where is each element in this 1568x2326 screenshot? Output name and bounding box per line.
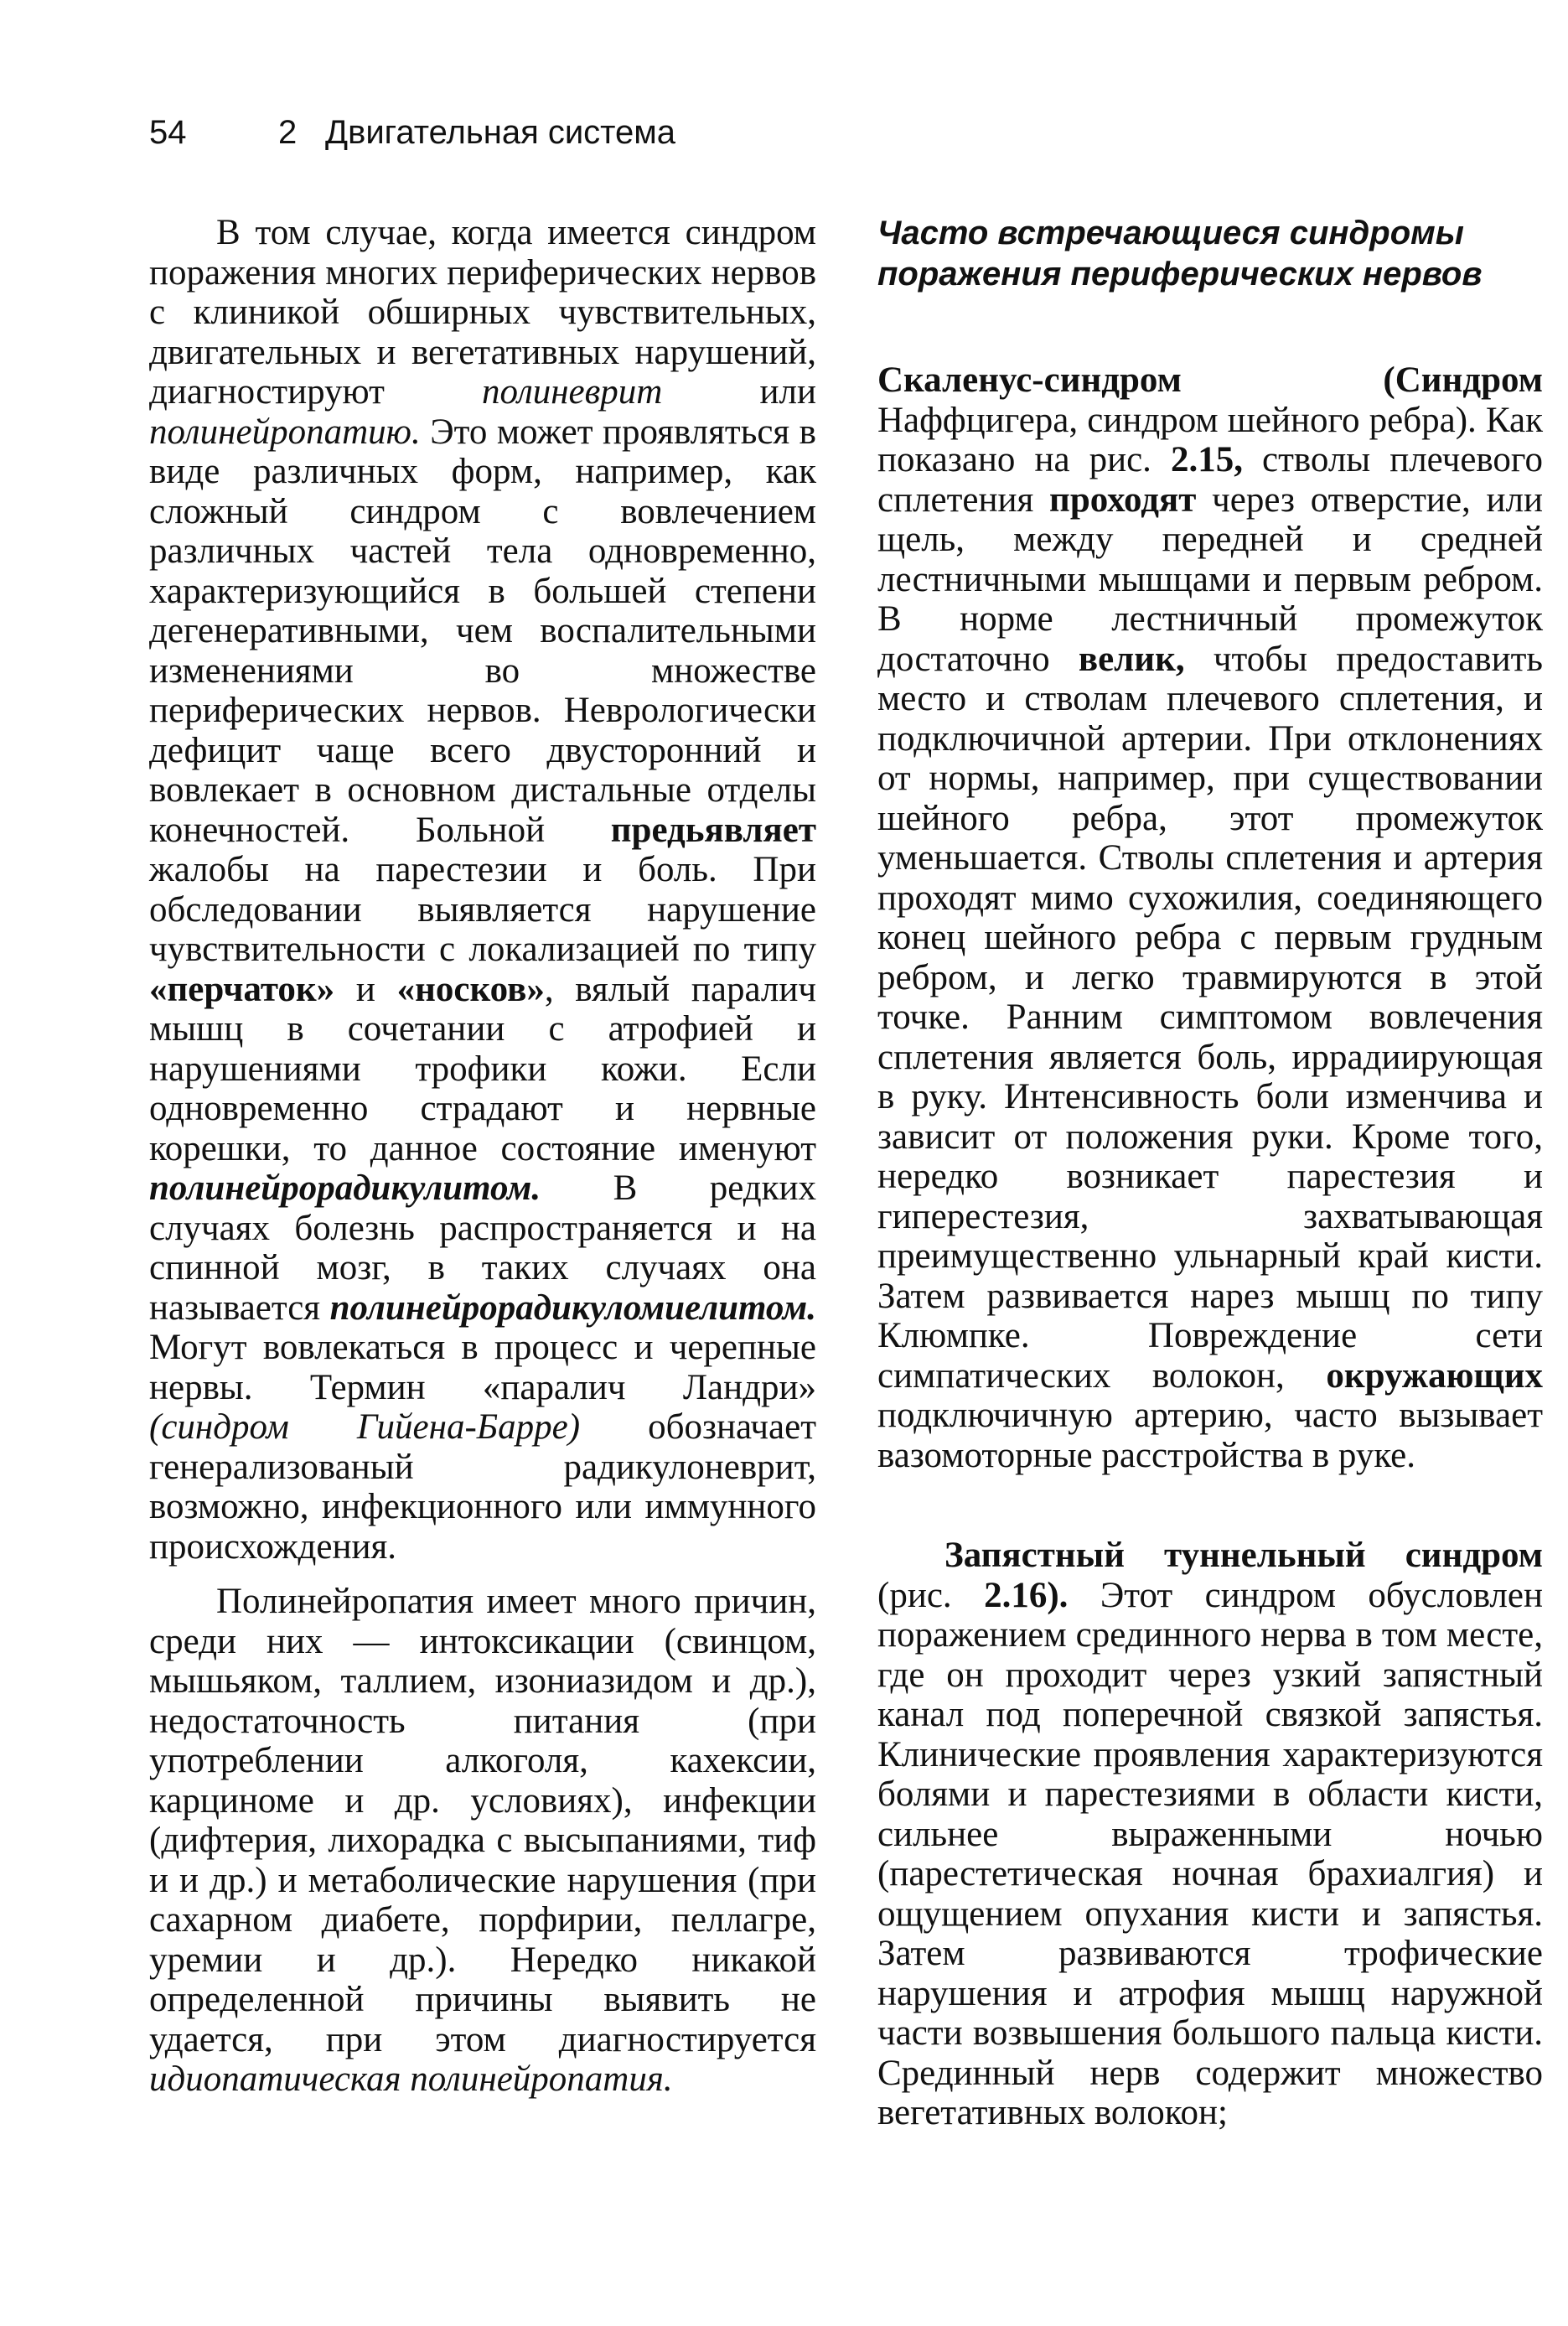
running-header [149,107,675,158]
paragraph-polyneuritis: В том случае, когда имеется синдром поражения многих периферических нервов с клиникой обширных чувствительных, двигательных и вегетативных нарушений, диагностируют полиневрит или полинейропатию. Это может проявляться в виде различных форм, например, как сложный синдром с вовлечением различных частей тела одновременно, характеризующийся в большей степени дегенеративными, чем воспалительными изменениями во множестве периферических нервов. Неврологически дефицит чаще всего двусторонний и вовлекает в основном дистальные отделы конечностей. Больной предьявляет жалобы на парестезии и боль. При обследовании выявляется нарушение чувствительности с локализацией по типу «перчаток» и «носков», вялый паралич мышц в сочетании с атрофией и нарушениями трофики кожи. Если одновременно страдают и нервные корешки, то данное состояние именуют полинейрорадикулитом. В редких случаях болезнь распространяется и на спинной мозг, в таких случаях она называется полинейрорадикуломиелитом. Могут вовлекаться в процесс и черепные нервы. Термин «паралич Ландри» (синдром Гийена-Барре) обозначает генерализованый радикулоневрит, возможно, инфекционного или иммунного происхождения. [149,213,816,1567]
term-carpal-tunnel-syndrome: Запястный туннельный синдром [944,1536,1543,1575]
section-title: Часто встречающиеся синдромы поражения периферических нервов [877,215,1483,293]
term-polyneuroradiculitis: полинейрорадикулитом. [149,1168,541,1208]
term-polyneuroradiculomyelitis: полинейрорадикуломиелитом. [329,1287,816,1328]
term-idiopathic-polyneuropathy: идиопатическая полинейропатия. [149,2059,673,2099]
right-column [877,213,1543,2133]
term-scalenus-syndrome: Скаленус-синдром (Синдром [877,360,1543,400]
page-number: 54 [149,114,187,151]
term-polyneuropathy: полинейропатию. [149,412,421,452]
paragraph-carpal-tunnel: Запястный туннельный синдром (рис. 2.16). Этот синдром обусловлен поражением срединного нерва в том месте, где он проходит через узкий запястный канал под поперечной связкой запястья. Клинические проявления характеризуются болями и парестезиями в области кисти, сильнее выраженными ночью (парестетическая ночная брахиалгия) и ощущением опухания кисти и запястья. Затем развиваются трофические нарушения и атрофия мышц наружной части возвышения большого пальца кисти. Срединный нерв содержит множество вегетативных волокон; [877,1536,1543,2132]
figure-ref-2-16: 2.16). [984,1575,1069,1615]
paragraph-scalenus-syndrome: Скаленус-синдром (Синдром Наффцигера, синдром шейного ребра). Как показано на рис. 2.15, стволы плечевого сплетения проходят через отверстие, или щель, между передней и средней лестничными мышцами и первым ребром. В норме лестничный промежуток достаточно велик, чтобы предоставить место и стволам плечевого сплетения, и подключичной артерии. При отклонениях от нормы, например, при существовании шейного ребра, этот промежуток уменьшается. Стволы сплетения и артерия проходят мимо сухожилия, соединяющего конец шейного ребра с первым грудным ребром, и легко травмируются в этой точке. Ранним симптомом вовлечения сплетения является боль, иррадиирующая в руку. Интенсивность боли изменчива и зависит от положения руки. Кроме того, нередко возникает парестезия и гиперестезия, захватывающая преимущественно ульнарный край кисти. Затем развивается нарез мышц по типу Клюмпке. Повреждение сети симпатических волокон, окружающих подключичную артерию, часто вызывает вазомоторные расстройства в руке. [877,360,1543,1475]
term-guillain-barre: (синдром Гийена-Барре) [149,1407,581,1447]
term-polyneuritis: полиневрит [482,372,663,412]
left-column [149,213,816,2100]
figure-ref-2-15: 2.15, [1170,440,1243,479]
chapter-title: Двигательная система [325,114,676,151]
paragraph-polyneuropathy-causes: Полинейропатия имеет много причин, среди них — интоксикации (свинцом, мышьяком, таллием, изониазидом и др.), недостаточность питания (при употреблении алкоголя, кахексии, карциноме и др. условиях), инфекции (дифтерия, лихорадка с высыпаниями, тиф и и др.) и метаболические нарушения (при сахарном диабете, порфирии, пеллагре, уремии и др.). Нередко никакой определенной причины выявить не удается, при этом диагностируется идиопатическая полинейропатия. [149,1582,816,2099]
chapter-number: 2 [278,114,298,151]
